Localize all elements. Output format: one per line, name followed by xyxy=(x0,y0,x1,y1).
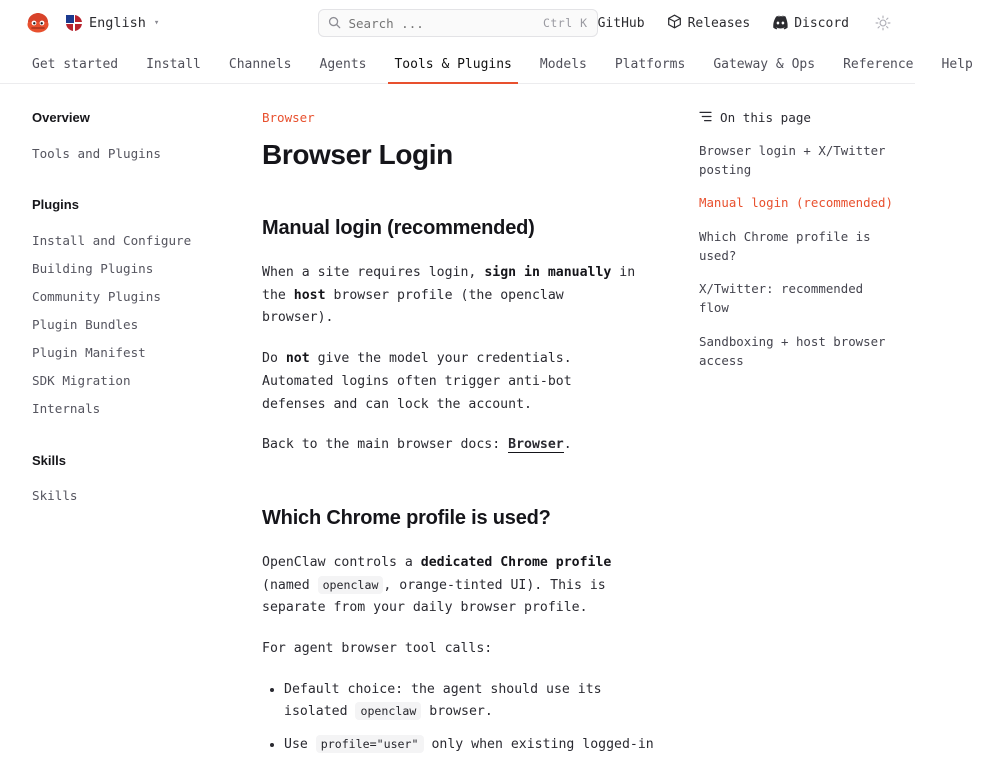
discord-label: Discord xyxy=(794,15,849,31)
text-fragment: , orange-tinted UI). This is separate from your daily browser profile. xyxy=(262,577,606,616)
toc-item-browser-login-x-twitter[interactable]: Browser login + X/Twitter posting xyxy=(699,143,886,178)
sidebar-item-plugin-manifest[interactable]: Plugin Manifest xyxy=(32,345,146,361)
nav-item-gateway-and-ops[interactable]: Gateway & Ops xyxy=(713,57,816,72)
toc-item-sandboxing[interactable]: Sandboxing + host browser access xyxy=(699,333,886,368)
inline-code-openclaw: openclaw xyxy=(318,576,384,594)
section-heading-manual-login: Manual login (recommended) xyxy=(262,217,535,239)
text-fragment: browser. xyxy=(421,704,493,720)
releases-label: Releases xyxy=(687,15,751,31)
text-fragment: (named xyxy=(262,577,318,593)
text-fragment: Back to the main browser docs: xyxy=(262,437,509,453)
text-fragment: browser profile (the openclaw browser). xyxy=(262,287,564,326)
nav-item-help[interactable]: Help xyxy=(941,57,973,72)
chevron-down-icon: ▾ xyxy=(153,18,160,28)
search-shortcut-label: Ctrl K xyxy=(542,16,588,30)
text-emphasis-sign-in-manually: sign in manually xyxy=(484,265,612,280)
paragraph-chrome-profile-1 xyxy=(262,552,642,620)
sidebar xyxy=(0,84,262,650)
nav-item-channels[interactable]: Channels xyxy=(228,57,292,72)
text-fragment: in the xyxy=(262,265,636,303)
language-selector[interactable] xyxy=(66,15,159,31)
top-bar xyxy=(0,0,915,46)
nav-item-get-started[interactable]: Get started xyxy=(32,57,119,72)
nav-item-models[interactable]: Models xyxy=(539,57,587,72)
sidebar-item-community-plugins[interactable]: Community Plugins xyxy=(32,288,161,304)
top-bar-links xyxy=(577,14,891,33)
sidebar-item-building-plugins[interactable]: Building Plugins xyxy=(32,260,154,276)
main-nav xyxy=(0,46,973,84)
list-item xyxy=(284,679,662,724)
openclaw-logo-icon[interactable] xyxy=(24,10,52,36)
text-fragment: Use xyxy=(284,737,316,753)
sidebar-item-skills[interactable]: Skills xyxy=(32,488,78,504)
nav-item-tools-and-plugins[interactable]: Tools & Plugins xyxy=(380,57,525,83)
releases-link[interactable] xyxy=(667,14,751,33)
search-box[interactable] xyxy=(318,9,598,37)
paragraph-chrome-profile-2: For agent browser tool calls: xyxy=(262,641,493,657)
list-item xyxy=(284,734,662,757)
toc-item-x-twitter-flow[interactable]: X/Twitter: recommended flow xyxy=(699,281,864,316)
paragraph-manual-login-3 xyxy=(262,434,642,457)
search-icon xyxy=(328,14,341,33)
nav-item-install[interactable]: Install xyxy=(146,57,201,72)
sidebar-item-install-and-configure[interactable]: Install and Configure xyxy=(32,232,192,248)
paragraph-manual-login-2 xyxy=(262,348,642,416)
text-fragment: Do xyxy=(262,351,286,367)
nav-item-reference[interactable]: Reference xyxy=(843,57,914,72)
text-fragment: . xyxy=(563,437,572,453)
text-emphasis-host: host xyxy=(293,287,326,303)
text-fragment: only when existing logged-in xyxy=(423,737,654,753)
breadcrumb[interactable]: Browser xyxy=(262,110,315,125)
discord-icon xyxy=(772,15,788,32)
text-emphasis-not: not xyxy=(285,351,310,367)
sidebar-group-plugins-title: Plugins xyxy=(32,197,79,213)
sun-icon[interactable] xyxy=(875,15,891,31)
nav-item-agents[interactable]: Agents xyxy=(319,57,367,72)
text-fragment: When a site requires login, xyxy=(262,265,485,280)
bullet-list xyxy=(262,679,662,757)
package-icon xyxy=(667,14,682,33)
main-content xyxy=(262,84,699,753)
page-title: Browser Login xyxy=(262,139,453,170)
github-label: GitHub xyxy=(597,15,645,31)
text-fragment: Default choice: the agent should use its isolated xyxy=(284,681,602,720)
sidebar-item-tools-and-plugins[interactable]: Tools and Plugins xyxy=(32,145,161,161)
toc-heading: On this page xyxy=(720,110,811,125)
discord-link[interactable] xyxy=(772,15,849,32)
language-label: English xyxy=(89,15,146,31)
inline-code-openclaw: openclaw xyxy=(355,702,421,720)
table-of-contents xyxy=(699,84,915,650)
section-heading-chrome-profile: Which Chrome profile is used? xyxy=(262,506,551,529)
sidebar-group-skills-title: Skills xyxy=(32,452,66,468)
sidebar-group-overview-title: Overview xyxy=(32,110,90,125)
search-container xyxy=(318,9,598,37)
sidebar-item-sdk-migration[interactable]: SDK Migration xyxy=(32,373,131,389)
text-emphasis-dedicated-chrome-profile: dedicated Chrome profile xyxy=(420,554,612,570)
browser-docs-link[interactable]: Browser xyxy=(508,437,564,453)
paragraph-manual-login-1 xyxy=(262,262,642,330)
nav-item-platforms[interactable]: Platforms xyxy=(614,57,686,72)
toc-item-chrome-profile[interactable]: Which Chrome profile is used? xyxy=(699,228,871,263)
toc-header xyxy=(699,110,895,125)
list-icon xyxy=(699,110,712,125)
flag-icon xyxy=(66,15,82,31)
text-fragment: OpenClaw controls a xyxy=(262,554,421,570)
toc-item-manual-login[interactable]: Manual login (recommended) xyxy=(699,195,893,211)
page-layout xyxy=(0,84,915,753)
inline-code-profile-user: profile="user" xyxy=(316,735,424,753)
sidebar-item-internals[interactable]: Internals xyxy=(32,401,101,417)
text-fragment: give the model your credentials. Automated logins often trigger anti-bot defenses and can lock the account. xyxy=(262,351,572,412)
search-input[interactable] xyxy=(349,16,535,31)
sidebar-item-plugin-bundles[interactable]: Plugin Bundles xyxy=(32,316,139,332)
